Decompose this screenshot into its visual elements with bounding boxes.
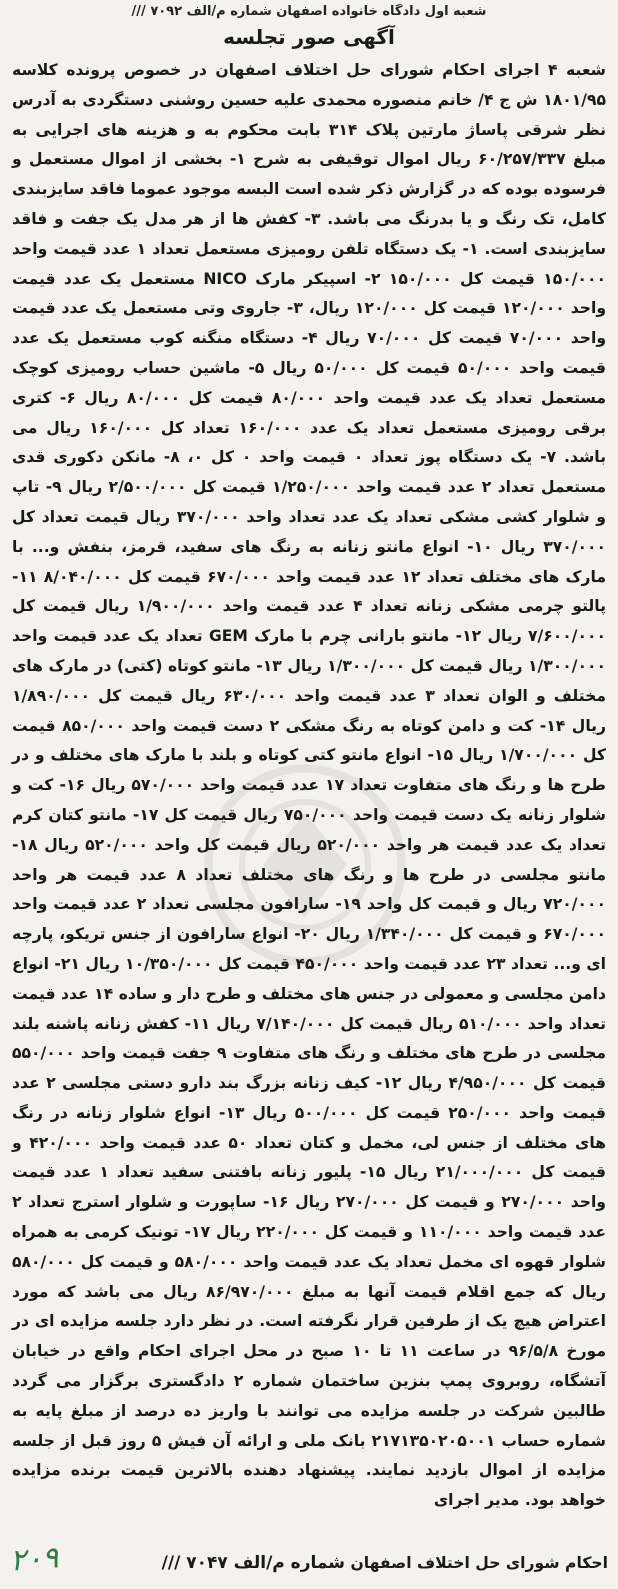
signature-block xyxy=(162,1551,608,1575)
cut-header-line: شعبه اول دادگاه خانواده اصفهان شماره م/الف ۷۰۹۲ /// xyxy=(131,4,487,19)
notice-title: آگهی صور تجلسه xyxy=(223,25,395,49)
signature-line: احکام شورای حل اختلاف اصفهان xyxy=(350,1554,608,1572)
handwritten-note: ۲۰۹ xyxy=(8,1540,60,1579)
notice-body: شعبه ۴ اجرای احکام شورای حل اختلاف اصفهان در خصوص پرونده کلاسه ۱۸۰۱/۹۵ ش ج ۴/ خانم منصوره محمدی علیه حسین روشنی دستگردی به آدرس نظر شرقی پاساژ مارتین پلاک ۳۱۴ بابت محکوم به و هزینه های اجرایی به مبلغ ۶۰/۲۵۷/۳۳۷ ریال اموال توقیفی به شرح ۱- بخشی از اموال مستعمل و فرسوده بوده که در گزارش ذکر شده است البسه موجود عموما فاقد سایزبندی کامل، تک رنگ و یا بدرنگ می باشد. ۳- کفش ها از هر مدل یک جفت و فاقد سایزبندی است. ۱- یک دستگاه تلفن رومیزی مستعمل تعداد ۱ عدد قیمت واحد ۱۵۰/۰۰۰ قیمت کل ۱۵۰/۰۰۰ ۲- اسپیکر مارک NICO مستعمل یک عدد قیمت واحد ۱۲۰/۰۰۰ قیمت کل ۱۲۰/۰۰۰ ریال، ۳- جاروی وتی مستعمل یک عدد قیمت واحد ۷۰/۰۰۰ قیمت کل ۷۰/۰۰۰ ریال ۴- دستگاه منگنه کوب مستعمل یک عدد قیمت واحد ۵۰/۰۰۰ قیمت کل ۵۰/۰۰۰ ریال ۵- ماشین حساب رومیزی کوچک مستعمل تعداد یک عدد قیمت واحد ۸۰/۰۰۰ قیمت کل ۸۰/۰۰۰ ریال ۶- کتری برقی رومیزی مستعمل تعداد یک عدد ۱۶۰/۰۰۰ تعداد کل ۱۶۰/۰۰۰ ریال می باشد. ۷- یک دستگاه پوز تعداد ۰ قیمت واحد ۰ کل ۰، ۸- مانکن دکوری قدی مستعمل تعداد ۲ عدد قیمت واحد ۱/۲۵۰/۰۰۰ قیمت کل ۲/۵۰۰/۰۰۰ ریال ۹- تاپ و شلوار کشی مشکی تعداد یک عدد تعداد واحد ۳۷۰/۰۰۰ ریال قیمت تعداد کل ۳۷۰/۰۰۰ ریال ۱۰- انواع مانتو زنانه به رنگ های سفید، قرمز، بنفش و... با مارک های مختلف تعداد ۱۲ عدد قیمت واحد ۶۷۰/۰۰۰ قیمت کل ۸/۰۴۰/۰۰۰ ۱۱- پالتو چرمی مشکی زنانه تعداد ۴ عدد قیمت واحد ۱/۹۰۰/۰۰۰ ریال قیمت کل ۷/۶۰۰/۰۰۰ ریال ۱۲- مانتو بارانی چرم با مارک GEM تعداد یک عدد قیمت واحد ۱/۳۰۰/۰۰۰ ریال قیمت کل ۱/۳۰۰/۰۰۰ ریال ۱۳- مانتو کوتاه (کتی) در مارک های مختلف و الوان تعداد ۳ عدد قیمت واحد ۶۳۰/۰۰۰ ریال قیمت کل ۱/۸۹۰/۰۰۰ ریال ۱۴- کت و دامن کوتاه به رنگ مشکی ۲ دست قیمت واحد ۸۵۰/۰۰۰ قیمت کل ۱/۷۰۰/۰۰۰ ریال ۱۵- انواع مانتو کتی کوتاه و بلند با مارک های مختلف و در طرح ها و رنگ های متفاوت تعداد ۱۷ عدد قیمت واحد ۵۷۰/۰۰۰ ریال ۱۶- کت و شلوار زنانه یک دست قیمت واحد ۷۵۰/۰۰۰ ریال قیمت کل ۱۷- مانتو کتان کرم تعداد یک عدد قیمت هر واحد ۵۲۰/۰۰۰ ریال قیمت کل واحد ۵۲۰/۰۰۰ ریال ۱۸- مانتو مجلسی در طرح ها و رنگ های مختلف تعداد ۸ عدد قیمت هر واحد ۷۲۰/۰۰۰ ریال و قیمت کل واحد ۱۹- سارافون مجلسی تعداد ۲ عدد قیمت واحد ۶۷۰/۰۰۰ و قیمت کل ۱/۳۴۰/۰۰۰ ریال ۲۰- انواع سارافون از جنس تریکو، پارچه ای و... تعداد ۲۳ عدد قیمت واحد ۴۵۰/۰۰۰ قیمت کل ۱۰/۳۵۰/۰۰۰ ریال ۲۱- انواع دامن مجلسی و معمولی در جنس های مختلف و طرح دار و ساده ۱۴ عدد قیمت تعداد واحد ۵۱۰/۰۰۰ ریال قیمت کل ۷/۱۴۰/۰۰۰ ریال ۱۱- کفش زنانه پاشنه بلند مجلسی در طرح های مختلف و رنگ های متفاوت ۹ جفت قیمت واحد ۵۵۰/۰۰۰ قیمت کل ۴/۹۵۰/۰۰۰ ریال ۱۲- کیف زنانه بزرگ بند دارو دستی مجلسی ۲ عدد قیمت واحد ۲۵۰/۰۰۰ قیمت کل ۵۰۰/۰۰۰ ریال ۱۳- انواع شلوار زنانه در رنگ های مختلف از جنس لی، مخمل و کتان تعداد ۵۰ عدد قیمت واحد ۴۲۰/۰۰۰ و قیمت کل ۲۱/۰۰۰/۰۰۰ ریال ۱۵- پلیور زنانه بافتنی سفید تعداد ۱ عدد قیمت واحد ۲۷۰/۰۰۰ و قیمت کل ۲۷۰/۰۰۰ ریال ۱۶- ساپورت و شلوار استرج تعداد ۲ عدد قیمت واحد ۱۱۰/۰۰۰ و قیمت کل ۲۲۰/۰۰۰ ریال ۱۷- تونیک کرمی به همراه شلوار قهوه ای مخمل تعداد یک عدد قیمت واحد ۵۸۰/۰۰۰ و قیمت کل ۵۸۰/۰۰۰ ریال که جمع اقلام قیمت آنها به مبلغ ۸۶/۹۷۰/۰۰۰ ریال می باشد که مورد اعتراض هیچ یک از طرفین قرار نگرفته است. در نظر دارد جلسه مزایده ای در مورخ ۹۶/۵/۸ در ساعت ۱۱ تا ۱۰ صبح در محل اجرای احکام واقع در خیابان آتشگاه، روبروی پمپ بنزین ساختمان شماره ۲ دادگستری برگزار می گردد طالبین شرکت در جلسه مزایده می توانند با واریز ده درصد از مبلغ پایه به شماره حساب ۲۱۷۱۳۵۰۲۰۵۰۰۱ بانک ملی و ارائه آن فیش ۵ روز قبل از جلسه مزایده از اموال بازدید نمایند. پیشنهاد دهنده بالاترین قیمت برنده مزایده خواهد بود. مدیر اجرای xyxy=(12,61,607,1510)
notice-footer xyxy=(8,1540,608,1579)
reference-number: شماره م/الف ۷۰۴۷ /// xyxy=(161,1553,346,1573)
